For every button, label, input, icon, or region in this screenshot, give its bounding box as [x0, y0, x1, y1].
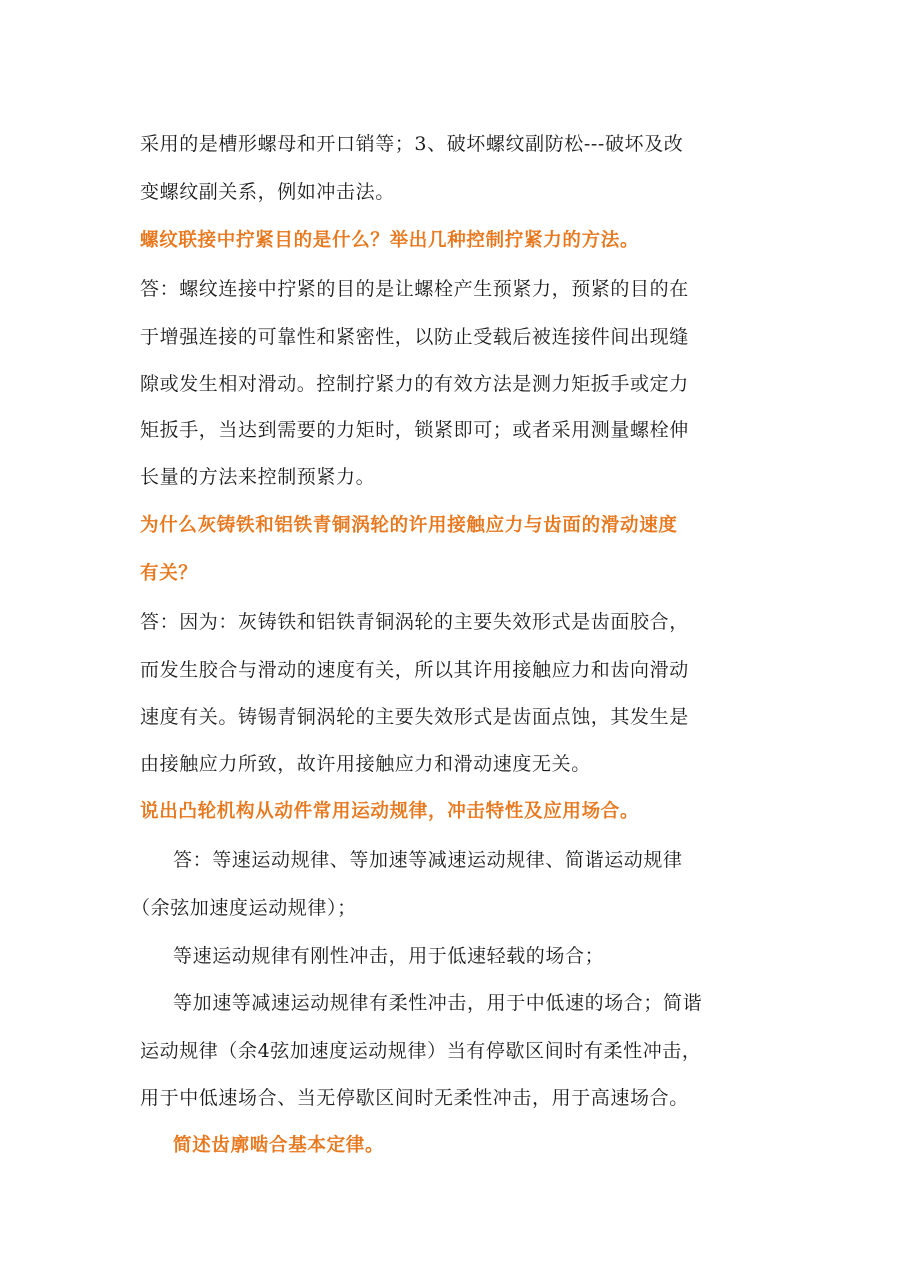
text-line: 矩扳手，当达到需要的力矩时，锁紧即可；或者采用测量螺栓伸 [140, 419, 689, 441]
section-heading: 简述齿廓啮合基本定律。 [173, 1135, 385, 1156]
section-heading: 为什么灰铸铁和铝铁青铜涡轮的许用接触应力与齿面的滑动速度 [140, 515, 678, 536]
text-line: （余弦加速度运动规律）； [131, 897, 357, 919]
text-line: 运动规律（余4弦加速度运动规律）当有停歇区间时有柔性冲击， [140, 1040, 702, 1062]
text-line: 长量的方法来控制预紧力。 [140, 466, 376, 488]
text-line: 等速运动规律有刚性冲击，用于低速轻载的场合； [173, 945, 605, 967]
text-line: 而发生胶合与滑动的速度有关，所以其许用接触应力和齿向滑动 [140, 659, 689, 681]
text-line: 等加速等减速运动规律有柔性冲击，用于中低速的场合；简谐 [173, 992, 703, 1014]
text-line: 答：等速运动规律、等加速等减速运动规律、简谐运动规律 [173, 849, 683, 871]
text-line: 速度有关。铸锡青铜涡轮的主要失效形式是齿面点蚀，其发生是 [140, 706, 689, 728]
section-heading: 有关？ [140, 563, 198, 584]
text-line: 答：因为：灰铸铁和铝铁青铜涡轮的主要失效形式是齿面胶合， [140, 611, 689, 633]
text-line: 用于中低速场合、当无停歇区间时无柔性冲击，用于高速场合。 [140, 1087, 689, 1109]
text-line: 采用的是槽形螺母和开口销等；3、破坏螺纹副防松---破坏及改 [140, 133, 684, 155]
text-line: 于增强连接的可靠性和紧密性，以防止受载后被连接件间出现缝 [140, 326, 689, 348]
text-line: 由接触应力所致，故许用接触应力和滑动速度无关。 [140, 753, 591, 775]
section-heading: 说出凸轮机构从动件常用运动规律，冲击特性及应用场合。 [140, 801, 640, 822]
section-heading: 螺纹联接中拧紧目的是什么？举出几种控制拧紧力的方法。 [140, 230, 640, 251]
text-line: 答：螺纹连接中拧紧的目的是让螺栓产生预紧力，预紧的目的在 [140, 278, 689, 300]
text-line: 变螺纹副关系，例如冲击法。 [140, 181, 395, 203]
text-line: 隙或发生相对滑动。控制拧紧力的有效方法是测力矩扳手或定力 [140, 373, 689, 395]
